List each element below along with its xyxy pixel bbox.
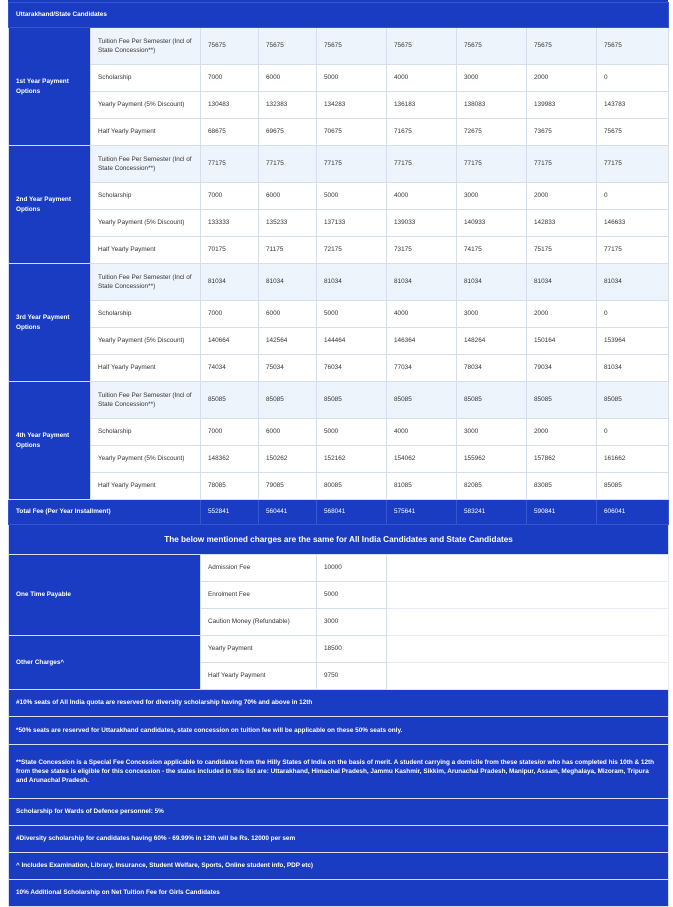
fee-row-label: Scholarship	[91, 183, 201, 210]
fee-row	[9, 355, 669, 382]
fee-value-cell: 0	[597, 419, 669, 446]
fee-row	[9, 446, 669, 473]
fee-value-cell: 82085	[457, 473, 527, 500]
fee-value-cell: 2000	[527, 301, 597, 328]
total-fee-value: 568041	[317, 500, 387, 525]
fee-value-cell: 77175	[597, 146, 669, 183]
fee-value-cell: 6000	[259, 419, 317, 446]
footnote-text: **State Concession is a Special Fee Concession applicable to candidates from the Hilly States of India on the basis of merit. A student carrying a domicile from these states/or who has completed his 10th & 12th from these states is eligible for this concession - the states included in this list are: Uttarakhand, Himachal Pradesh, Jammu Kashmir, Sikkim, Arunachal Pradesh, Manipur, Assam, Meghalaya, Mizoram, Tripura and Arunachal Pradesh.	[9, 745, 669, 799]
fee-value-cell: 77175	[387, 146, 457, 183]
charge-value: 10000	[317, 555, 387, 582]
fee-value-cell: 137133	[317, 210, 387, 237]
fee-value-cell: 85085	[527, 382, 597, 419]
fee-value-cell: 134283	[317, 92, 387, 119]
fee-value-cell: 78034	[457, 355, 527, 382]
fee-value-cell: 7000	[201, 183, 259, 210]
footnote-text: 10% Additional Scholarship on Net Tuition Fee for Girls Candidates	[9, 880, 669, 907]
fee-value-cell: 4000	[387, 65, 457, 92]
fee-value-cell: 72175	[317, 237, 387, 264]
fee-value-cell: 6000	[259, 301, 317, 328]
fee-value-cell: 7000	[201, 419, 259, 446]
empty-cell	[387, 555, 669, 582]
charge-value: 3000	[317, 609, 387, 636]
empty-cell	[387, 609, 669, 636]
fee-value-cell: 77175	[597, 237, 669, 264]
fee-value-cell: 146364	[387, 328, 457, 355]
fee-value-cell: 85085	[457, 382, 527, 419]
fee-value-cell: 75675	[201, 28, 259, 65]
fee-value-cell: 5000	[317, 65, 387, 92]
fee-row	[9, 210, 669, 237]
fee-value-cell: 136183	[387, 92, 457, 119]
fee-row	[9, 146, 669, 183]
fee-value-cell: 85085	[201, 382, 259, 419]
fee-row	[9, 301, 669, 328]
fee-value-cell: 75034	[259, 355, 317, 382]
fee-row	[9, 473, 669, 500]
fee-value-cell: 0	[597, 183, 669, 210]
fee-row-label: Half Yearly Payment	[91, 473, 201, 500]
fee-value-cell: 72675	[457, 119, 527, 146]
fee-value-cell: 85085	[387, 382, 457, 419]
charge-label: Yearly Payment	[201, 636, 317, 663]
charge-value: 18500	[317, 636, 387, 663]
fee-row	[9, 65, 669, 92]
fee-value-cell: 3000	[457, 301, 527, 328]
common-charges-banner: The below mentioned charges are the same for All India Candidates and State Candidates	[9, 525, 669, 555]
fee-table	[8, 2, 669, 907]
charge-row	[9, 636, 669, 663]
fee-value-cell: 79034	[527, 355, 597, 382]
fee-value-cell: 74175	[457, 237, 527, 264]
footnote-text: Scholarship for Wards of Defence personnel: 5%	[9, 799, 669, 826]
fee-row-label: Half Yearly Payment	[91, 237, 201, 264]
fee-value-cell: 0	[597, 301, 669, 328]
fee-value-cell: 85085	[259, 382, 317, 419]
fee-value-cell: 74034	[201, 355, 259, 382]
charge-label: Half Yearly Payment	[201, 663, 317, 690]
year-payment-options-label: 4th Year Payment Options	[9, 382, 91, 500]
fee-value-cell: 77175	[201, 146, 259, 183]
fee-value-cell: 81034	[597, 264, 669, 301]
fee-value-cell: 71675	[387, 119, 457, 146]
fee-value-cell: 73675	[527, 119, 597, 146]
footnote-text: #10% seats of All India quota are reserved for diversity scholarship having 70% and above in 12th	[9, 690, 669, 717]
total-fee-value: 560441	[259, 500, 317, 525]
fee-value-cell: 7000	[201, 65, 259, 92]
fee-value-cell: 83085	[527, 473, 597, 500]
year-payment-options-label: 2nd Year Payment Options	[9, 146, 91, 264]
empty-cell	[387, 663, 669, 690]
fee-value-cell: 79085	[259, 473, 317, 500]
fee-row-label: Yearly Payment (5% Discount)	[91, 210, 201, 237]
fee-value-cell: 5000	[317, 301, 387, 328]
fee-value-cell: 148362	[201, 446, 259, 473]
fee-value-cell: 70675	[317, 119, 387, 146]
fee-value-cell: 81034	[457, 264, 527, 301]
fee-value-cell: 2000	[527, 419, 597, 446]
fee-value-cell: 3000	[457, 65, 527, 92]
fee-value-cell: 161662	[597, 446, 669, 473]
fee-value-cell: 85085	[597, 382, 669, 419]
fee-row	[9, 328, 669, 355]
charge-label: Enrolment Fee	[201, 582, 317, 609]
fee-value-cell: 6000	[259, 183, 317, 210]
fee-table-body	[9, 3, 669, 907]
fee-value-cell: 3000	[457, 419, 527, 446]
fee-value-cell: 140664	[201, 328, 259, 355]
fee-row	[9, 419, 669, 446]
fee-value-cell: 81034	[597, 355, 669, 382]
fee-value-cell: 154062	[387, 446, 457, 473]
total-fee-value: 583241	[457, 500, 527, 525]
fee-value-cell: 75175	[527, 237, 597, 264]
empty-cell	[387, 636, 669, 663]
fee-value-cell: 75675	[387, 28, 457, 65]
fee-value-cell: 139983	[527, 92, 597, 119]
fee-value-cell: 80085	[317, 473, 387, 500]
fee-value-cell: 150164	[527, 328, 597, 355]
other-charges-label: Other Charges^	[9, 636, 201, 690]
charge-value: 9750	[317, 663, 387, 690]
one-time-payable-label: One Time Payable	[9, 555, 201, 636]
fee-value-cell: 68675	[201, 119, 259, 146]
year-payment-options-label: 1st Year Payment Options	[9, 28, 91, 146]
fee-value-cell: 133333	[201, 210, 259, 237]
charge-row	[9, 555, 669, 582]
fee-row-label: Half Yearly Payment	[91, 119, 201, 146]
fee-row-label: Tuition Fee Per Semester (Incl of State Concession**)	[91, 382, 201, 419]
fee-value-cell: 2000	[527, 183, 597, 210]
total-fee-value: 606041	[597, 500, 669, 525]
fee-value-cell: 81034	[387, 264, 457, 301]
fee-value-cell: 140933	[457, 210, 527, 237]
fee-value-cell: 70175	[201, 237, 259, 264]
fee-row-label: Tuition Fee Per Semester (Incl of State Concession**)	[91, 28, 201, 65]
charge-label: Admission Fee	[201, 555, 317, 582]
fee-value-cell: 132383	[259, 92, 317, 119]
total-fee-label: Total Fee (Per Year Installment)	[9, 500, 201, 525]
fee-row-label: Yearly Payment (5% Discount)	[91, 446, 201, 473]
fee-row	[9, 28, 669, 65]
fee-value-cell: 75675	[597, 119, 669, 146]
footnote-text: ^ Includes Examination, Library, Insurance, Student Welfare, Sports, Online student info, PDP etc)	[9, 853, 669, 880]
fee-value-cell: 81034	[201, 264, 259, 301]
footnote-text: #Diversity scholarship for candidates having 60% - 69.99% in 12th will be Rs. 12000 per sem	[9, 826, 669, 853]
fee-row-label: Scholarship	[91, 419, 201, 446]
fee-value-cell: 81034	[527, 264, 597, 301]
fee-value-cell: 152162	[317, 446, 387, 473]
common-charges-banner-row	[9, 525, 669, 555]
fee-value-cell: 142833	[527, 210, 597, 237]
fee-value-cell: 3000	[457, 183, 527, 210]
fee-value-cell: 78085	[201, 473, 259, 500]
fee-row	[9, 237, 669, 264]
fee-row-label: Tuition Fee Per Semester (Incl of State Concession**)	[91, 264, 201, 301]
note-row	[9, 690, 669, 717]
fee-value-cell: 75675	[457, 28, 527, 65]
total-fee-row	[9, 500, 669, 525]
fee-value-cell: 85085	[317, 382, 387, 419]
note-row	[9, 880, 669, 907]
fee-value-cell: 5000	[317, 183, 387, 210]
fee-value-cell: 7000	[201, 301, 259, 328]
fee-value-cell: 75675	[597, 28, 669, 65]
fee-value-cell: 77175	[527, 146, 597, 183]
fee-value-cell: 153964	[597, 328, 669, 355]
state-candidates-header: Uttarakhand/State Candidates	[9, 3, 669, 28]
fee-row-label: Yearly Payment (5% Discount)	[91, 92, 201, 119]
fee-row-label: Half Yearly Payment	[91, 355, 201, 382]
fee-value-cell: 135233	[259, 210, 317, 237]
note-row	[9, 745, 669, 799]
fee-value-cell: 4000	[387, 183, 457, 210]
total-fee-value: 575641	[387, 500, 457, 525]
fee-value-cell: 4000	[387, 419, 457, 446]
fee-value-cell: 75675	[527, 28, 597, 65]
fee-value-cell: 5000	[317, 419, 387, 446]
empty-cell	[387, 582, 669, 609]
fee-value-cell: 130483	[201, 92, 259, 119]
note-row	[9, 826, 669, 853]
fee-value-cell: 146633	[597, 210, 669, 237]
note-row	[9, 717, 669, 745]
fee-value-cell: 75675	[317, 28, 387, 65]
fee-row-label: Yearly Payment (5% Discount)	[91, 328, 201, 355]
year-payment-options-label: 3rd Year Payment Options	[9, 264, 91, 382]
fee-row	[9, 264, 669, 301]
note-row	[9, 799, 669, 826]
fee-value-cell: 77175	[259, 146, 317, 183]
fee-row	[9, 183, 669, 210]
fee-value-cell: 81085	[387, 473, 457, 500]
fee-value-cell: 69675	[259, 119, 317, 146]
fee-value-cell: 150262	[259, 446, 317, 473]
fee-value-cell: 144464	[317, 328, 387, 355]
fee-value-cell: 139033	[387, 210, 457, 237]
fee-value-cell: 76034	[317, 355, 387, 382]
fee-value-cell: 155962	[457, 446, 527, 473]
fee-row	[9, 119, 669, 146]
fee-value-cell: 142564	[259, 328, 317, 355]
fee-value-cell: 157862	[527, 446, 597, 473]
note-row	[9, 853, 669, 880]
fee-value-cell: 77175	[317, 146, 387, 183]
fee-row-label: Scholarship	[91, 65, 201, 92]
fee-value-cell: 71175	[259, 237, 317, 264]
fee-value-cell: 4000	[387, 301, 457, 328]
charge-value: 5000	[317, 582, 387, 609]
fee-value-cell: 77175	[457, 146, 527, 183]
fee-value-cell: 6000	[259, 65, 317, 92]
fee-value-cell: 75675	[259, 28, 317, 65]
fee-value-cell: 81034	[317, 264, 387, 301]
charge-label: Caution Money (Refundable)	[201, 609, 317, 636]
fee-value-cell: 77034	[387, 355, 457, 382]
fee-value-cell: 138083	[457, 92, 527, 119]
footnote-text: *50% seats are reserved for Uttarakhand candidates, state concession on tuition fee will be applicable on these 50% seats only.	[9, 717, 669, 745]
total-fee-value: 552841	[201, 500, 259, 525]
total-fee-value: 590841	[527, 500, 597, 525]
fee-value-cell: 143783	[597, 92, 669, 119]
fee-value-cell: 148264	[457, 328, 527, 355]
fee-value-cell: 81034	[259, 264, 317, 301]
fee-row	[9, 92, 669, 119]
fee-value-cell: 73175	[387, 237, 457, 264]
fee-row-label: Scholarship	[91, 301, 201, 328]
fee-row-label: Tuition Fee Per Semester (Incl of State Concession**)	[91, 146, 201, 183]
fee-value-cell: 85085	[597, 473, 669, 500]
fee-value-cell: 0	[597, 65, 669, 92]
fee-value-cell: 2000	[527, 65, 597, 92]
fee-row	[9, 382, 669, 419]
